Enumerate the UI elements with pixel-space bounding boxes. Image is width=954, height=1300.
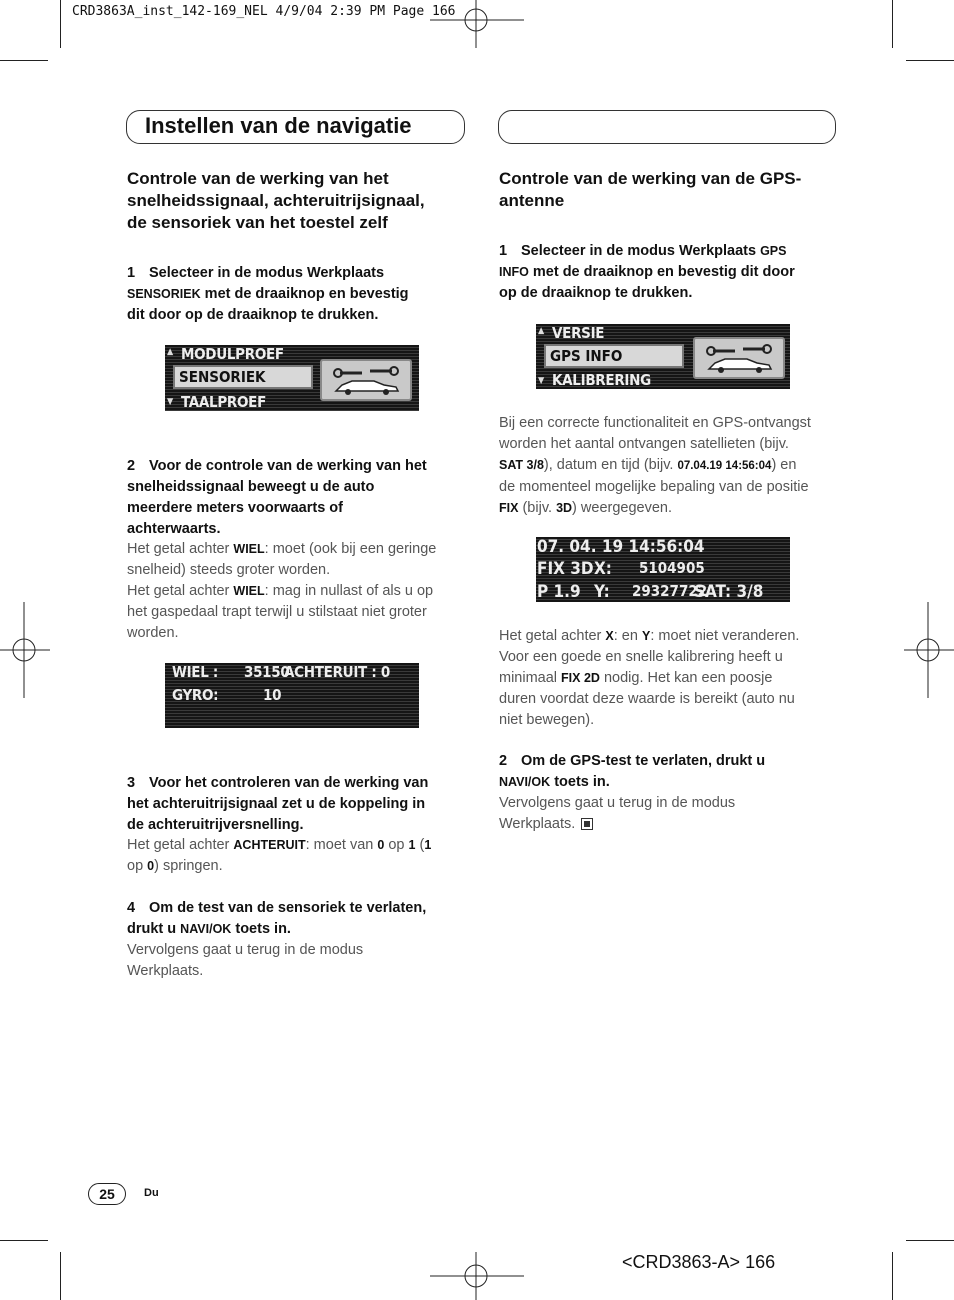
slug-line: CRD3863A_inst_142-169_NEL 4/9/04 2:39 PM Page 166 (72, 4, 456, 19)
crop-mark (906, 60, 954, 61)
left-step-4: 4 Om de test van de sensoriek te verlaten, drukt u NAVI/OK toets in. (127, 900, 427, 937)
lcd-selected-item: SENSORIEK (173, 365, 313, 389)
workshop-car-icon (693, 337, 785, 379)
lcd-display-sensoriek: ▲ MODULPROEF SENSORIEK ▼ TAALPROEF (165, 345, 419, 411)
document-code: <CRD3863-A> 166 (622, 1252, 776, 1272)
up-arrow-icon: ▲ (538, 326, 545, 336)
end-of-section-icon (581, 818, 593, 830)
crop-mark (0, 60, 48, 61)
section-header (126, 110, 465, 144)
section-title: Instellen van de navigatie (145, 113, 412, 138)
right-step-2: 2 Om de GPS-test te verlaten, drukt u NAVI/OK toets in. (499, 753, 766, 790)
crop-mark (892, 0, 893, 48)
down-arrow-icon: ▼ (167, 397, 174, 407)
registration-mark-icon (430, 1252, 524, 1300)
left-paragraph-2: Het getal achter WIEL: moet (ook bij een geringe snelheid) steeds groter worden. Het getal achter WIEL: mag in nullast of als u op het gaspedaal trapt terwijl u stilstaat niet groter worden. (127, 541, 437, 641)
lcd-display-wiel-gyro: WIEL : 35150 ACHTERUIT : 0 GYRO: 10 (165, 663, 419, 728)
crop-mark (60, 1252, 61, 1300)
lcd-display-gps-info: ▲ VERSIE GPS INFO ▼ KALIBRERING (536, 324, 790, 389)
section-header-empty (498, 110, 836, 144)
crop-mark (0, 1240, 48, 1241)
right-step-1: 1 Selecteer in de modus Werkplaats GPS INFO met de draaiknop en bevestig dit door op de draaiknop te drukken. (499, 243, 795, 301)
page-number: 25 (88, 1183, 126, 1205)
lcd-display-gps-data: 07. 04. 19 14:56:04 FIX 3D X: 5104905 P 1.9 Y: 29327722 SAT: 3/8 (536, 537, 790, 602)
crop-mark (892, 1252, 893, 1300)
crop-mark (906, 1240, 954, 1241)
left-step-1: 1 Selecteer in de modus Werkplaats SENSORIEK met de draaiknop en bevestig dit door op de draaiknop te drukken. (127, 265, 409, 323)
left-paragraph-4: Vervolgens gaat u terug in de modus Werkplaats. (127, 942, 364, 979)
right-paragraph-1: Bij een correcte functionaliteit en GPS-ontvangst worden het aantal ontvangen satellieten (bijv. SAT 3/8), datum en tijd (bijv. 07.04.19 14:56:04) en de momenteel mogelijke bepaling van de positie FIX (bijv. 3D) weergegeven. (499, 415, 811, 516)
crop-mark (60, 0, 61, 48)
workshop-car-icon (320, 359, 412, 401)
keyword: SENSORIEK (127, 287, 201, 301)
lcd-selected-item: GPS INFO (544, 344, 684, 368)
registration-mark-icon (904, 602, 954, 698)
left-paragraph-3: Het getal achter ACHTERUIT: moet van 0 op 1 (1 op 0) springen. (127, 837, 432, 874)
left-step-3: 3 Voor het controleren van de werking van het achteruitrijsignaal zet u de koppeling in de achteruitrijversnelling. (127, 775, 429, 833)
registration-mark-icon (0, 602, 50, 698)
right-heading: Controle van de werking van de GPS- antenne (499, 169, 802, 210)
up-arrow-icon: ▲ (167, 347, 174, 357)
left-step-2: 2 Voor de controle van de werking van het snelheidssignaal beweegt u de auto meerdere meters voorwaarts of achterwaarts. (127, 458, 427, 537)
left-heading: Controle van de werking van het snelheidssignaal, achteruitrijsignaal, de sensoriek van het toestel zelf (127, 169, 425, 232)
right-paragraph-2: Het getal achter X: en Y: moet niet veranderen. Voor een goede en snelle kalibrering heeft u minimaal FIX 2D nodig. Het kan een poosje duren voordat deze waarde is bereikt (auto nu niet bewegen). (499, 628, 800, 728)
language-code: Du (144, 1187, 159, 1199)
down-arrow-icon: ▼ (538, 376, 545, 386)
right-paragraph-3: Vervolgens gaat u terug in de modus Werkplaats. (499, 795, 736, 832)
